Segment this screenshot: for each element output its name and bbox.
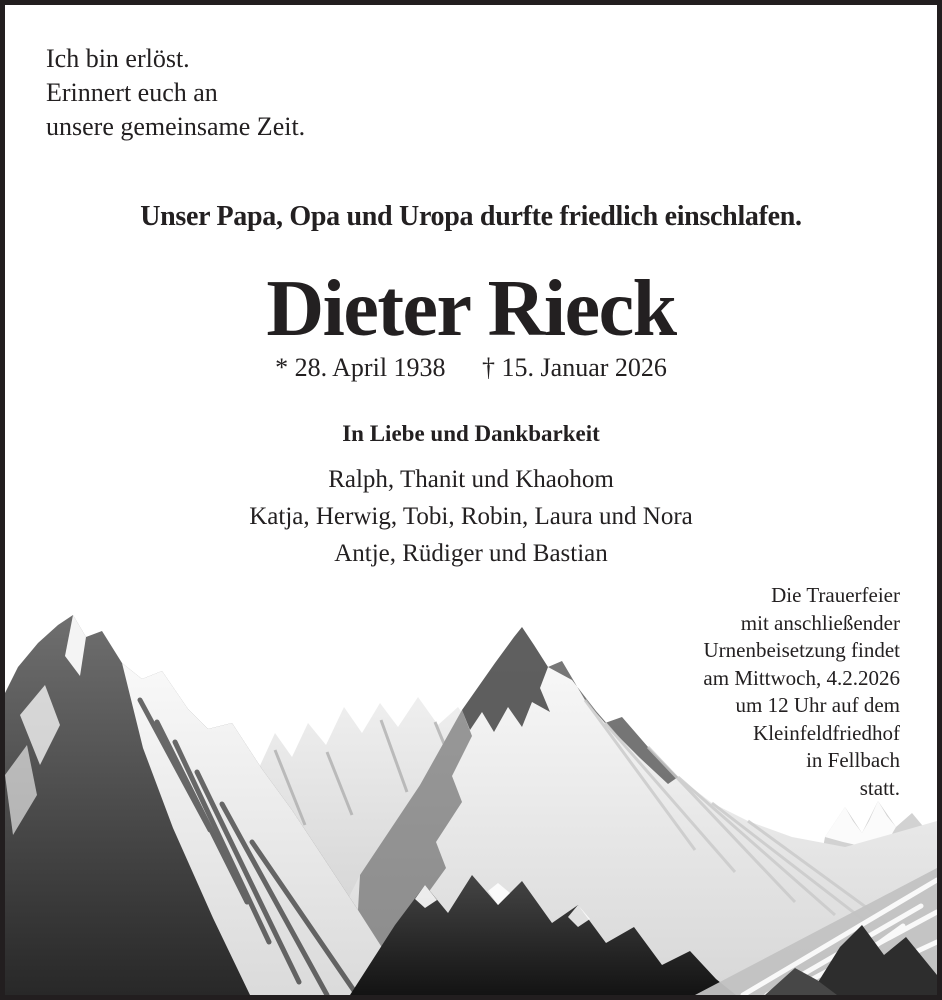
birth-date: * 28. April 1938 xyxy=(275,353,446,382)
funeral-notice-line: am Mittwoch, 4.2.2026 xyxy=(703,665,900,690)
mourners-line: Katja, Herwig, Tobi, Robin, Laura und Nora xyxy=(249,503,693,530)
funeral-notice-line: um 12 Uhr auf dem xyxy=(735,693,900,717)
mourners-list xyxy=(5,461,937,572)
funeral-notice-line: statt. xyxy=(859,775,900,800)
intro-line: Unser Papa, Opa und Uropa durfte friedlich einschlafen. xyxy=(140,201,802,232)
epigraph-line: unsere gemeinsame Zeit. xyxy=(46,112,306,141)
mourners-line: Ralph, Thanit und Khaohom xyxy=(328,466,614,493)
funeral-notice-line: Kleinfeldfriedhof xyxy=(753,720,900,745)
funeral-notice-line: Die Trauerfeier xyxy=(771,583,900,607)
funeral-notice xyxy=(703,582,900,802)
epigraph-line: Erinnert euch an xyxy=(46,78,218,107)
epigraph-line: Ich bin erlöst. xyxy=(46,44,190,73)
closing-line: In Liebe und Dankbarkeit xyxy=(342,421,600,446)
funeral-notice-line: Urnenbeisetzung findet xyxy=(703,638,900,662)
mourners-line: Antje, Rüdiger und Bastian xyxy=(334,540,608,567)
death-date: † 15. Januar 2026 xyxy=(482,353,667,382)
funeral-notice-line: in Fellbach xyxy=(806,748,900,772)
funeral-notice-line: mit anschließender xyxy=(740,610,900,635)
deceased-name: Dieter Rieck xyxy=(266,265,676,353)
epigraph xyxy=(46,42,305,144)
life-dates xyxy=(5,353,937,383)
